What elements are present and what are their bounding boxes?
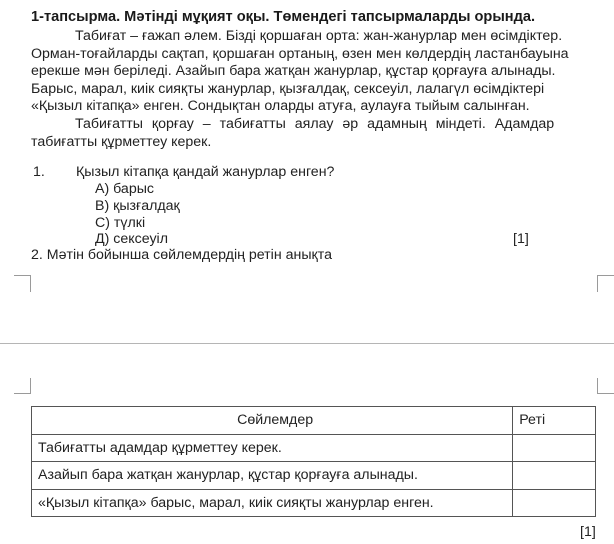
option-c: С) түлкі <box>95 215 146 231</box>
paragraph-line: «Қызыл кітапқа» енген. Сондықтан оларды атуға, аулауға тыйым салынған. <box>31 98 530 115</box>
table-row <box>32 462 596 490</box>
paragraph-line: Табиғатты қорғау – табиғатты аялау әр адамның міндеті. Адамдар <box>75 116 555 132</box>
sentence-cell: «Қызыл кітапқа» барыс, марал, киік сияқты жанурлар енген. <box>32 489 513 517</box>
sentence-cell: Табиғатты адамдар құрметтеу керек. <box>32 434 513 462</box>
question-1-text: Қызыл кітапқа қандай жанурлар енген? <box>76 164 335 180</box>
order-cell[interactable] <box>513 434 596 462</box>
task-title: 1-тапсырма. Мәтінді мұқият оқы. Төмендегі тапсырмаларды орында. <box>31 9 536 25</box>
option-a: А) барыс <box>95 181 155 197</box>
paragraph-line: Барыс, марал, киік сияқты жанурлар, қызғалдақ, сексеуіл, лалагүл өсімдіктері <box>31 80 545 97</box>
option-b: В) қызғалдақ <box>95 198 180 214</box>
sentence-cell: Азайып бара жатқан жанурлар, құстар қорғауға алынады. <box>32 462 513 490</box>
table-row <box>32 434 596 462</box>
table-header-row <box>32 407 596 435</box>
corner-mark-left-lower-vertical <box>30 378 31 394</box>
corner-mark-right-lower-vertical <box>597 378 598 394</box>
order-cell[interactable] <box>513 489 596 517</box>
paragraph-line: Орман-тоғайларды сақтап, қоршаған ортаның, өзен мен көлдердің ластанбауына <box>31 45 569 62</box>
option-d: Д) сексеуіл <box>95 231 168 247</box>
order-cell[interactable] <box>513 462 596 490</box>
text-paragraph-2 <box>31 116 596 151</box>
corner-mark-right-vertical <box>597 275 598 292</box>
header-order: Реті <box>513 407 596 435</box>
paragraph-line: Табиғат – ғажап әлем. Бізді қоршаған орта: жан-жанурлар мен өсімдіктер. <box>75 28 563 44</box>
corner-mark-right <box>597 275 614 276</box>
sentence-order-table <box>31 406 596 517</box>
corner-mark-right-lower <box>597 393 614 394</box>
question-2-text: 2. Мәтін бойынша сөйлемдердің ретін анықта <box>31 247 332 263</box>
corner-mark-left-lower <box>14 393 30 394</box>
table-score: [1] <box>580 524 596 540</box>
paragraph-line: табиғатты құрметтеу керек. <box>31 133 212 150</box>
corner-mark-left-vertical <box>30 275 31 292</box>
table-row <box>32 489 596 517</box>
text-paragraph-1 <box>31 28 596 116</box>
header-sentences: Сөйлемдер <box>32 407 513 435</box>
corner-mark-left <box>14 275 30 276</box>
question-1-number: 1. <box>33 164 45 180</box>
page-divider <box>0 343 614 344</box>
question-1-score: [1] <box>513 231 529 247</box>
paragraph-line: ерекше мән беріледі. Азайып бара жатқан жанурлар, құстар қорғауға алынады. <box>31 63 556 80</box>
